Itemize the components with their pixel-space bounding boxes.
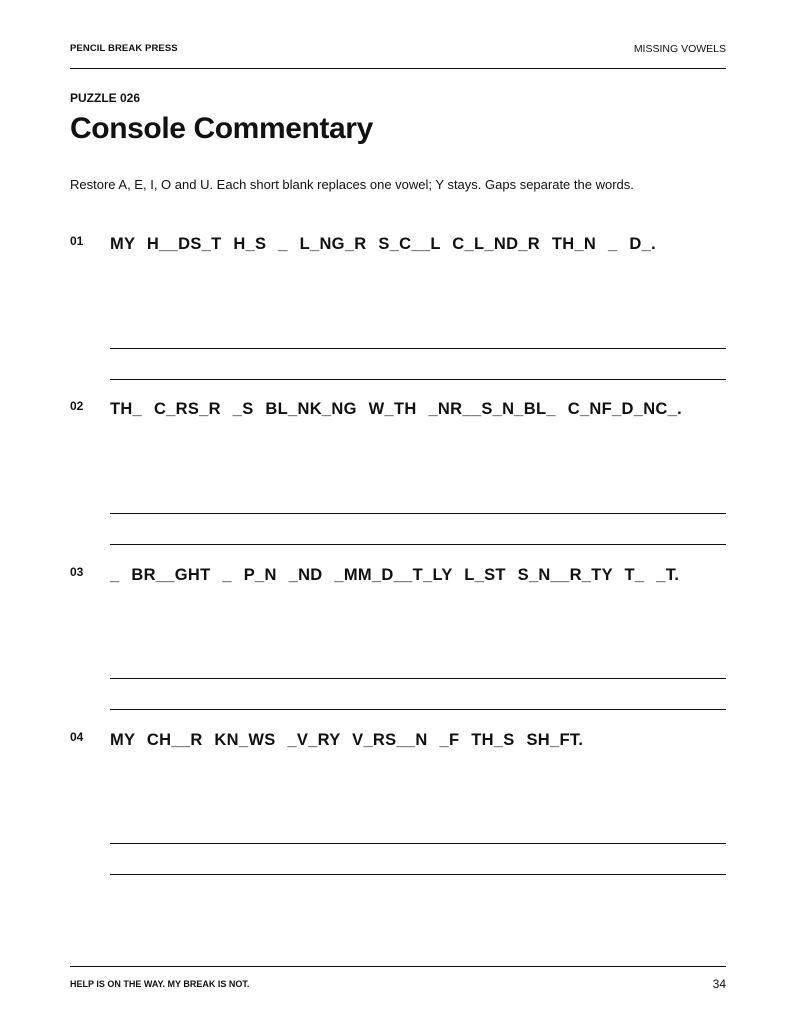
page-number: 34 — [712, 977, 726, 991]
publisher-name: PENCIL BREAK PRESS — [70, 43, 178, 54]
puzzle-item — [70, 394, 726, 554]
puzzle-item — [70, 229, 726, 389]
puzzle-title: Console Commentary — [70, 112, 373, 145]
answer-line[interactable] — [110, 709, 726, 710]
answer-line[interactable] — [110, 544, 726, 545]
puzzle-instructions: Restore A, E, I, O and U. Each short blank replaces one vowel; Y stays. Gaps separate the words. — [70, 177, 634, 192]
item-number: 03 — [70, 565, 84, 579]
answer-line[interactable] — [110, 843, 726, 844]
answer-line[interactable] — [110, 379, 726, 380]
answer-line[interactable] — [110, 513, 726, 514]
answer-line[interactable] — [110, 874, 726, 875]
page-header — [70, 40, 726, 69]
answer-line[interactable] — [110, 348, 726, 349]
item-clue: _ BR__GHT _ P_N _ND _MM_D__T_LY L_ST S_N__R_TY T_ _T. — [110, 566, 680, 584]
item-number: 02 — [70, 399, 84, 413]
puzzle-label: PUZZLE 026 — [70, 91, 141, 105]
item-clue: TH_ C_RS_R _S BL_NK_NG W_TH _NR__S_N_BL_ C_NF_D_NC_. — [110, 400, 682, 418]
page-footer — [70, 966, 726, 991]
puzzle-item — [70, 560, 726, 720]
item-clue: MY H__DS_T H_S _ L_NG_R S_C__L C_L_ND_R TH_N _ D_. — [110, 235, 656, 253]
item-number: 01 — [70, 234, 84, 248]
series-name: MISSING VOWELS — [633, 43, 726, 55]
item-number: 04 — [70, 730, 84, 744]
item-clue: MY CH__R KN_WS _V_RY V_RS__N _F TH_S SH_FT. — [110, 731, 584, 749]
footer-tagline: HELP IS ON THE WAY. MY BREAK IS NOT. — [70, 979, 250, 989]
puzzle-item — [70, 725, 726, 885]
answer-line[interactable] — [110, 678, 726, 679]
